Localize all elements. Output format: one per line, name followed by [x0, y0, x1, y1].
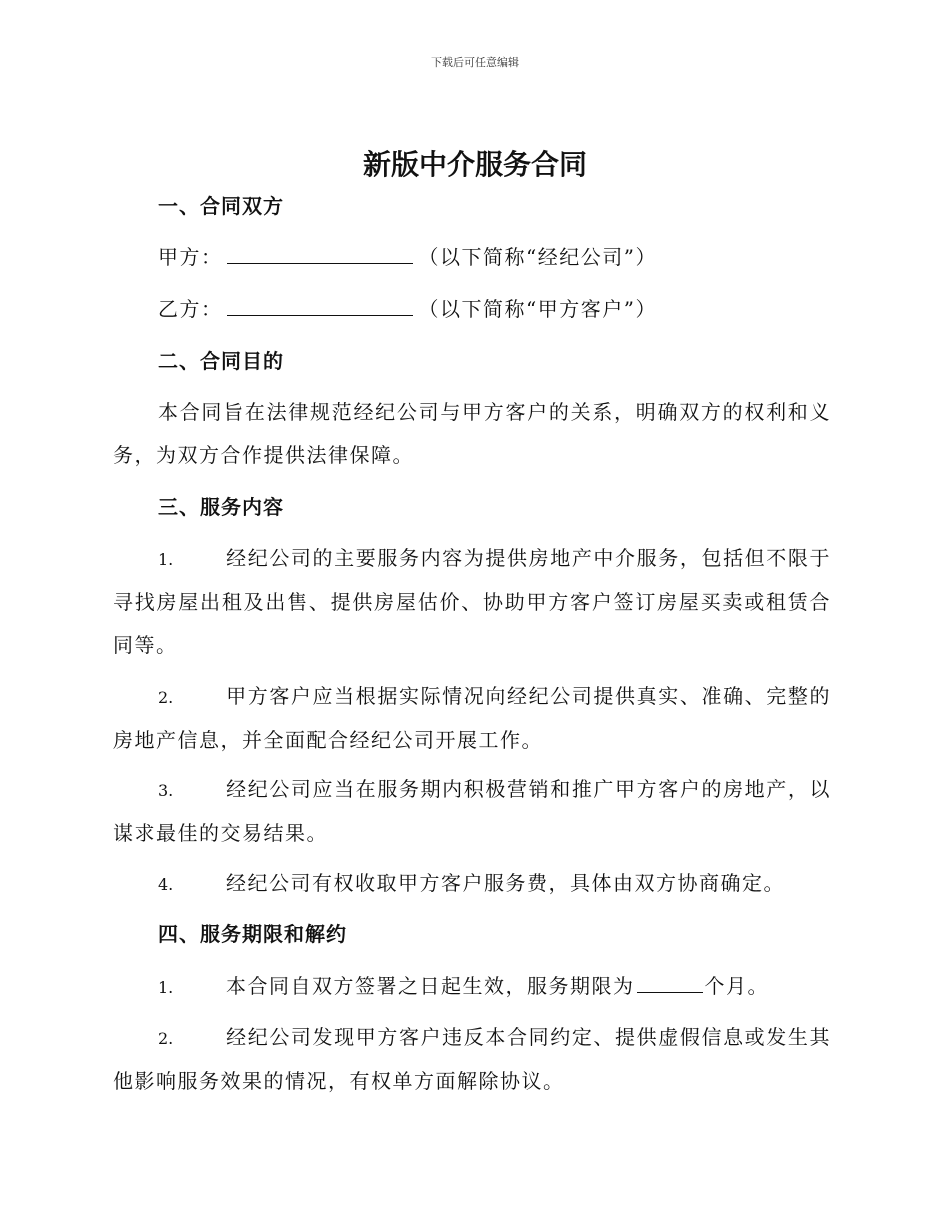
item-number: 1. [158, 550, 174, 569]
service-item [113, 537, 831, 667]
service-item [113, 675, 831, 762]
service-item [113, 862, 831, 906]
service-item [113, 768, 831, 855]
header-note: 下载后可任意编辑 [431, 56, 519, 69]
item-text: 经纪公司的主要服务内容为提供房地产中介服务，包括但不限于寻找房屋出租及出售、提供房屋估价、协助甲方客户签订房屋买卖或租赁合同等。 [113, 546, 831, 657]
item-number: 3. [158, 781, 174, 800]
item-text: 甲方客户应当根据实际情况向经纪公司提供真实、准确、完整的房地产信息，并全面配合经纪公司开展工作。 [113, 684, 831, 752]
section-heading-purpose: 二、合同目的 [158, 349, 284, 373]
section-heading-parties: 一、合同双方 [158, 194, 284, 218]
party-b-label: 乙方： [158, 297, 223, 321]
term-text-before: 本合同自双方签署之日起生效，服务期限为 [226, 974, 635, 998]
party-b-line [113, 288, 876, 331]
term-item [113, 1016, 831, 1103]
term-months-blank[interactable] [637, 970, 703, 993]
term-text-after: 个月。 [704, 974, 769, 998]
party-a-label: 甲方： [158, 245, 223, 269]
item-number: 1. [158, 978, 174, 997]
party-b-blank[interactable] [227, 293, 413, 316]
item-text: 经纪公司应当在服务期内积极营销和推广甲方客户的房地产，以谋求最佳的交易结果。 [113, 777, 831, 845]
item-text: 经纪公司发现甲方客户违反本合同约定、提供虚假信息或发生其他影响服务效果的情况，有权单方面解除协议。 [113, 1025, 831, 1093]
document-title: 新版中介服务合同 [362, 148, 587, 181]
item-number: 2. [158, 1029, 174, 1048]
party-a-blank[interactable] [227, 241, 413, 264]
party-b-suffix: （以下简称“甲方客户”） [418, 297, 657, 321]
item-number: 4. [158, 875, 174, 894]
purpose-paragraph: 本合同旨在法律规范经纪公司与甲方客户的关系，明确双方的权利和义务，为双方合作提供法律保障。 [113, 400, 831, 467]
item-number: 2. [158, 688, 174, 707]
party-a-line [113, 236, 876, 279]
item-text: 经纪公司有权收取甲方客户服务费，具体由双方协商确定。 [226, 871, 785, 895]
section-heading-services: 三、服务内容 [158, 495, 284, 519]
section-heading-term: 四、服务期限和解约 [158, 922, 347, 946]
party-a-suffix: （以下简称“经纪公司”） [418, 245, 657, 269]
term-item [113, 965, 831, 1009]
